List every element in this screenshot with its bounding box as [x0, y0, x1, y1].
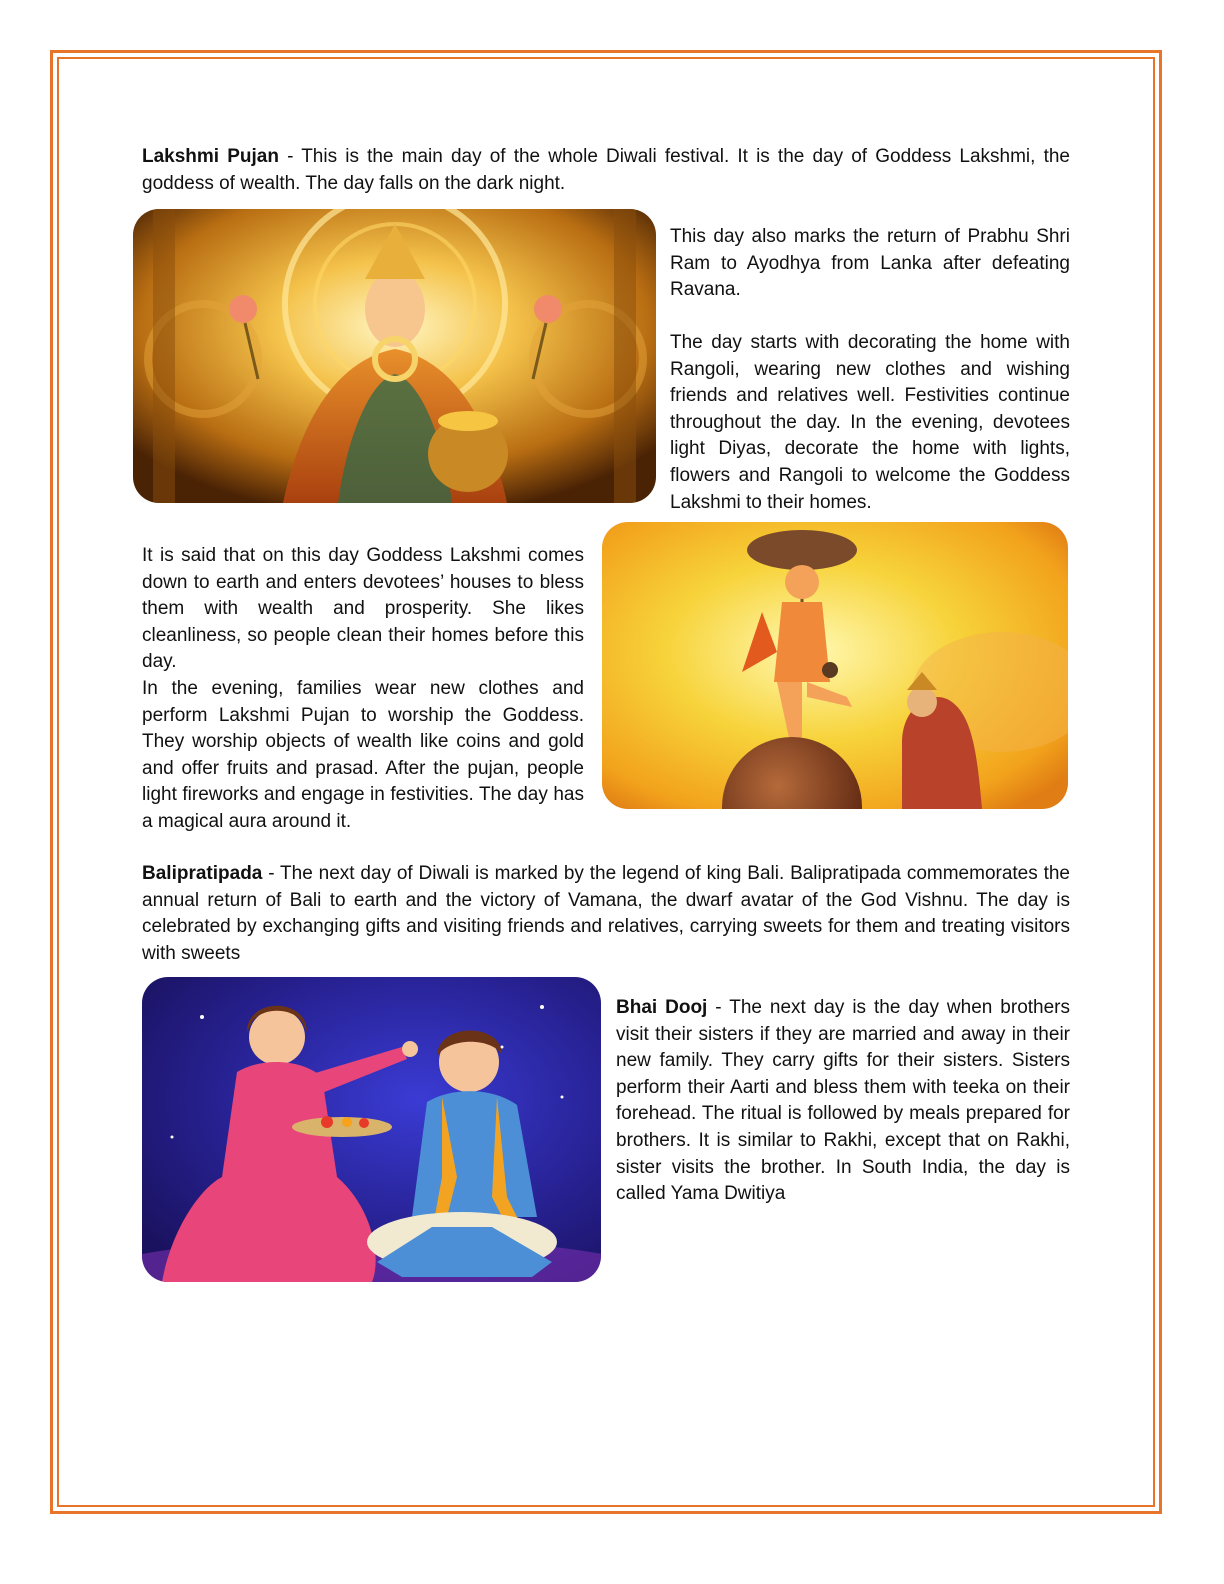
lakshmi-blessing-text: It is said that on this day Goddess Lakshmi comes down to earth and enters devotees’ houses to bless them with wealth and prosperity. She likes cleanliness, so people clean their homes before this day. — [142, 545, 584, 673]
lakshmi-pujan-intro — [142, 144, 1070, 197]
bhai-dooj-paragraph — [616, 995, 1070, 1208]
lakshmi-decorate-paragraph: The day starts with decorating the home with Rangoli, wearing new clothes and wishing friends and relatives well. Festivities continue throughout the day. In the evening, devotees light Diyas, decorate the home with lights, flowers and Rangoli to welcome the Goddess Lakshmi to their homes. — [670, 332, 1070, 513]
lakshmi-return-paragraph: This day also marks the return of Prabhu Shri Ram to Ayodhya from Lanka after defeating Ravana. — [670, 226, 1070, 301]
balipratipada-text: - The next day of Diwali is marked by the legend of king Bali. Balipratipada commemorates the annual return of Bali to earth and the victory of Vamana, the dwarf avatar of the God Vishnu. The day is celebrated by exchanging gifts and visiting friends and relatives, carrying sweets for them and treating visitors with sweets — [142, 863, 1070, 964]
goddess-lakshmi-image — [133, 209, 656, 503]
lakshmi-pujan-heading: Lakshmi Pujan — [142, 146, 279, 167]
lakshmi-pujan-intro-text: - This is the main day of the whole Diwali festival. It is the day of Goddess Lakshmi, the goddess of wealth. The day falls on the dark night. — [142, 146, 1070, 194]
balipratipada-heading: Balipratipada — [142, 863, 263, 884]
lakshmi-evening-text: In the evening, families wear new clothes and perform Lakshmi Pujan to worship the Goddess. They worship objects of wealth like coins and gold and offer fruits and prasad. After the pujan, people light fireworks and engage in festivities. The day has a magical aura around it. — [142, 677, 584, 832]
bhai-dooj-image — [142, 977, 601, 1282]
bhai-dooj-text: - The next day is the day when brothers visit their sisters if they are married and away in their new family. They carry gifts for their sisters. Sisters perform their Aarti and bless them with teeka on their forehead. The ritual is followed by meals prepared for brothers. It is similar to Rakhi, except that on Rakhi, sister visits the brother. In South India, the day is called Yama Dwitiya — [616, 997, 1071, 1205]
vamana-bali-image — [602, 522, 1068, 809]
balipratipada-paragraph — [142, 861, 1070, 967]
bhai-dooj-heading: Bhai Dooj — [616, 997, 708, 1018]
lakshmi-blessing-paragraph — [142, 543, 584, 836]
